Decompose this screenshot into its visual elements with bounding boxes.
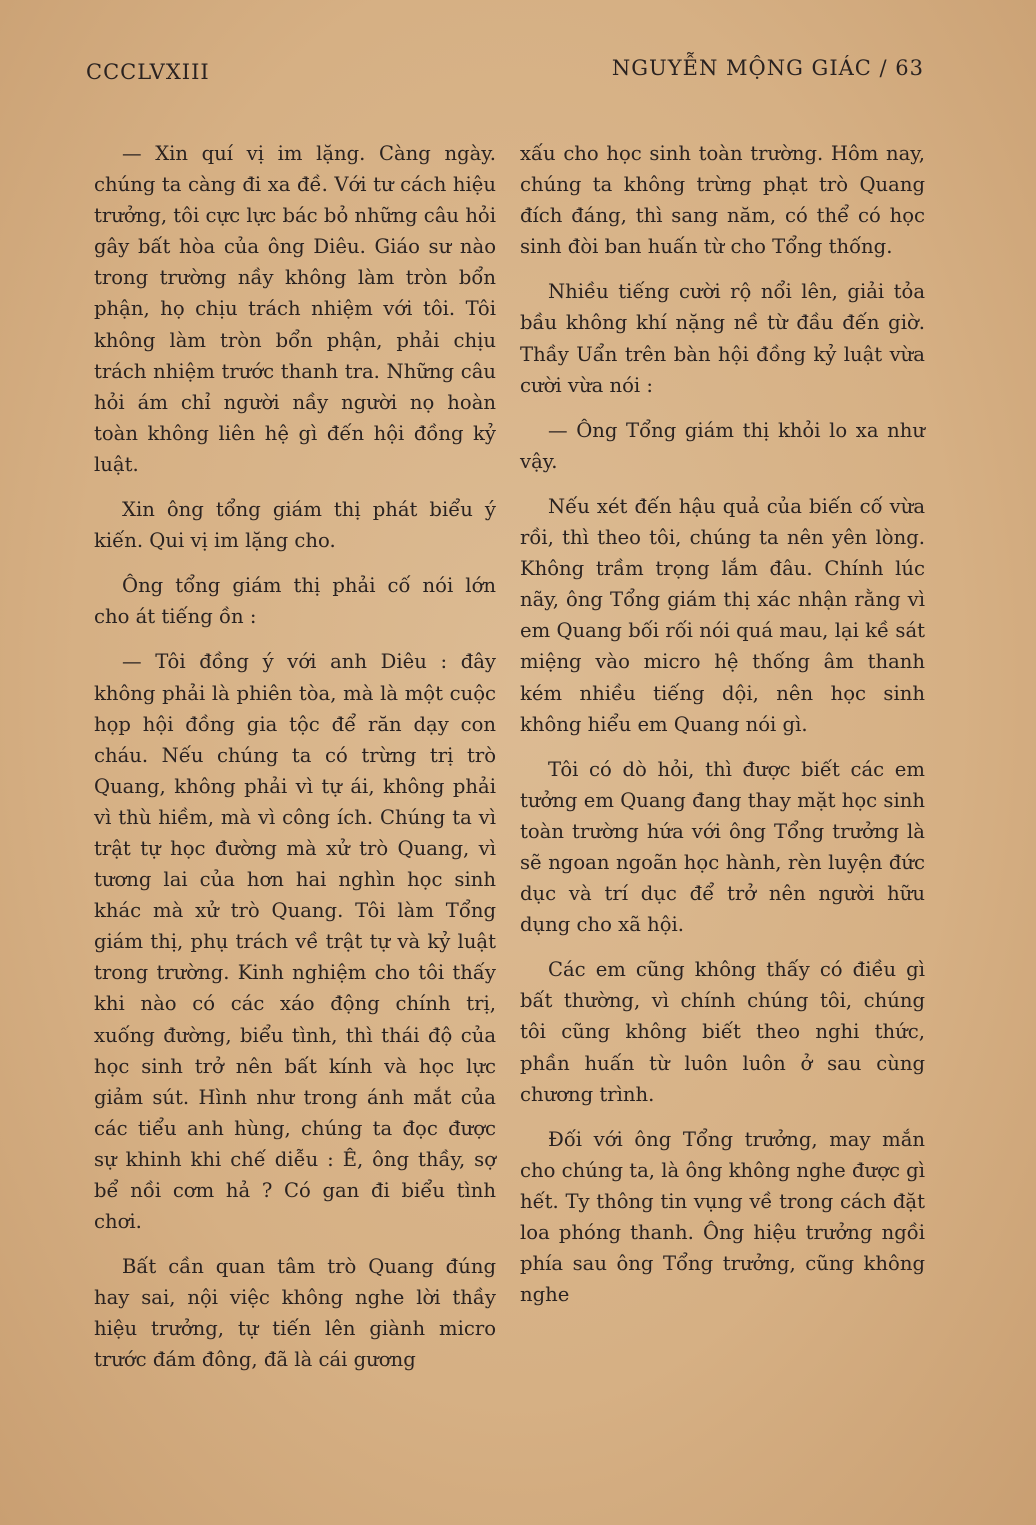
paragraph: Đối với ông Tổng trưởng, may mắn cho chúng ta, là ông không nghe được gì hết. Ty thông tin vụng về trong cách đặt loa phóng thanh. Ông hiệu trưởng ngồi phía sau ông Tổng trưởng, cũng không nghe [520,1127,925,1307]
paragraph: — Xin quí vị im lặng. Càng ngày. chúng ta càng đi xa đề. Với tư cách hiệu trưởng, tôi cực lực bác bỏ những câu hỏi gây bất hòa của ông Diêu. Giáo sư nào trong trường nầy không làm tròn bổn phận, họ chịu trách nhiệm với tôi. Tôi không làm tròn bổn phận, phải chịu trách nhiệm trước thanh tra. Những câu hỏi ám chỉ người nầy người nọ hoàn toàn không liên hệ gì đến hội đồng kỷ luật. [94,142,496,476]
left-column [94,138,496,1390]
paragraph: — Tôi đồng ý với anh Diêu : đây không phải là phiên tòa, mà là một cuộc họp hội đồng gia tộc để răn dạy con cháu. Nếu chúng ta có trừng trị trò Quang, không phải vì tự ái, không phải vì thù hiềm, mà vì công ích. Chúng ta vì trật tự học đường mà xử trò Quang, vì tương lai của hơn hai nghìn học sinh khác mà xử trò Quang. Tôi làm Tổng giám thị, phụ trách về trật tự và kỷ luật trong trường. Kinh nghiệm cho tôi thấy khi nào có các xáo động chính trị, xuống đường, biểu tình, thì thái độ của học sinh trở nên bất kính và học lực giảm sút. Hình như trong ánh mắt của các tiểu anh hùng, chúng ta đọc được sự khinh khi chế diễu : Ê, ông thầy, sợ bể nồi cơm hả ? Có gan đi biểu tình chơi. [94,650,496,1234]
paragraph: — Ông Tổng giám thị khỏi lo xa như vậy. [520,418,925,473]
paragraph: Nhiều tiếng cười rộ nổi lên, giải tỏa bầu không khí nặng nề từ đầu đến giờ. Thầy Uẩn trên bàn hội đồng kỷ luật vừa cười vừa nói : [520,280,925,397]
paragraph-continued: xấu cho học sinh toàn trường. Hôm nay, chúng ta không trừng phạt trò Quang đích đáng, thì sang năm, có thể có học sinh đòi ban huấn từ cho Tổng thống. [520,142,925,259]
header-section-number: CCCLVXIII [86,60,210,84]
paragraph: Tôi có dò hỏi, thì được biết các em tưởng em Quang đang thay mặt học sinh toàn trường hứa với ông Tổng trưởng là sẽ ngoan ngoãn học hành, rèn luyện đức dục và trí dục để trở nên người hữu dụng cho xã hội. [520,757,925,937]
header-author-page: NGUYỄN MỘNG GIÁC / 63 [611,56,924,80]
page-header [86,52,924,92]
right-column [520,138,925,1324]
paragraph: Xin ông tổng giám thị phát biểu ý kiến. Qui vị im lặng cho. [94,498,496,553]
paragraph: Bất cần quan tâm trò Quang đúng hay sai, nội việc không nghe lời thầy hiệu trưởng, tự tiến lên giành micro trước đám đông, đã là cái gương [94,1255,496,1372]
paragraph: Ông tổng giám thị phải cố nói lớn cho át tiếng ồn : [94,574,496,629]
paragraph: Các em cũng không thấy có điều gì bất thường, vì chính chúng tôi, chúng tôi cũng không biết theo nghi thức, phần huấn từ luôn luôn ở sau cùng chương trình. [520,958,925,1106]
paragraph: Nếu xét đến hậu quả của biến cố vừa rồi, thì theo tôi, chúng ta nên yên lòng. Không trầm trọng lắm đâu. Chính lúc nãy, ông Tổng giám thị xác nhận rằng vì em Quang bối rối nói quá mau, lại kề sát miệng vào micro hệ thống âm thanh kém nhiều tiếng dội, nên học sinh không hiểu em Quang nói gì. [520,494,925,736]
